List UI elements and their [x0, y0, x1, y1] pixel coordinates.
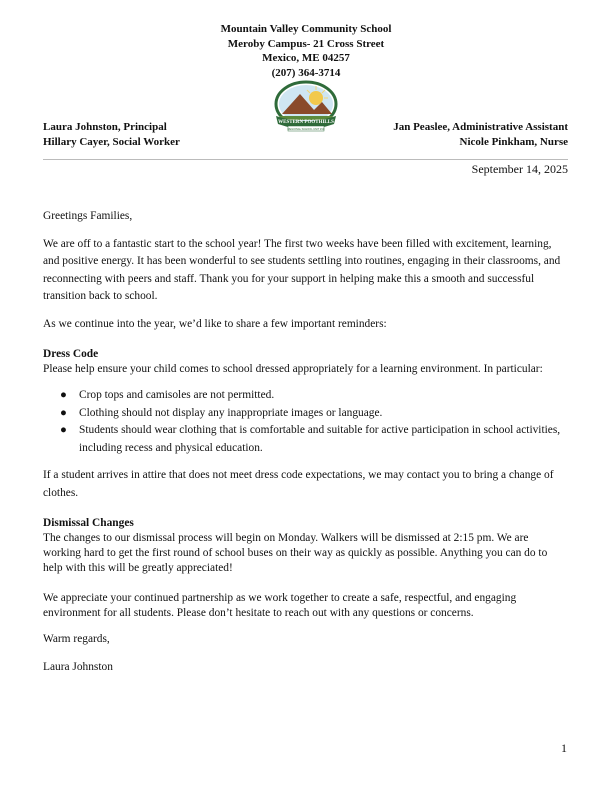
dress-code-followup: If a student arrives in attire that does not meet dress code expectations, we may contact you to bring a change of clothes.	[43, 469, 554, 499]
list-item: ● Crop tops and camisoles are not permitted.	[79, 387, 569, 405]
staff-nurse: Nicole Pinkham, Nurse	[459, 136, 568, 148]
signature: Laura Johnston	[43, 660, 113, 673]
bullet-icon: ●	[60, 406, 67, 419]
city-state-zip: Mexico, ME 04257	[262, 52, 350, 64]
letter-date: September 14, 2025	[471, 162, 568, 176]
phone-number: (207) 364-3714	[271, 66, 341, 79]
staff-list-left	[43, 120, 180, 150]
bullet-icon: ●	[60, 389, 67, 401]
reminders-intro: As we continue into the year, we’d like to share a few important reminders:	[43, 317, 387, 330]
staff-admin-assistant: Jan Peaslee, Administrative Assistant	[393, 121, 568, 133]
staff-list-right	[393, 120, 568, 150]
bullet-icon: ●	[60, 424, 67, 436]
staff-social-worker: Hillary Cayer, Social Worker	[43, 136, 180, 148]
logo-label: WESTERN FOOTHILLS	[278, 120, 334, 125]
signoff: Warm regards,	[43, 633, 110, 645]
dismissal-heading: Dismissal Changes	[43, 517, 134, 529]
school-name: Mountain Valley Community School	[220, 23, 392, 35]
list-item: ● Students should wear clothing that is comfortable and suitable for active participation in school activities, including recess and physical education.	[60, 424, 561, 454]
greeting: Greetings Families,	[43, 210, 133, 222]
intro-paragraph: We are off to a fantastic start to the school year! The first two weeks have been filled with excitement, learning, and positive energy. It has been wonderful to see students settling into routines, engaging in their classrooms, and reconnecting with peers and staff. Thank you for your support in helping make this a smooth and successful transition back to school.	[43, 237, 561, 302]
dress-code-list	[43, 387, 569, 457]
dress-code-heading: Dress Code	[43, 348, 99, 360]
letter-body	[43, 208, 569, 686]
dismissal-text: The changes to our dismissal process will begin on Monday. Walkers will be dismissed at 2:15 pm. We are working hard to get the first round of school buses on their way as quickly as possible. Anything you can do to help with this will be greatly appreciated!	[43, 532, 548, 574]
campus-address: Meroby Campus- 21 Cross Street	[227, 37, 385, 50]
list-item: ● Clothing should not display any inappropriate images or language.	[79, 405, 569, 423]
western-foothills-logo-icon	[270, 80, 342, 132]
logo-sublabel: REGIONAL SCHOOL UNIT #10	[287, 128, 325, 131]
dress-code-text: Please help ensure your child comes to school dressed appropriately for a learning environment. In particular:	[43, 363, 543, 375]
header-divider	[43, 159, 568, 160]
letterhead	[0, 22, 612, 80]
page-number: 1	[561, 741, 567, 755]
closing-paragraph: We appreciate your continued partnership as we work together to create a safe, respectful, and engaging environment for all students. Please don’t hesitate to reach out with any questions or concerns.	[43, 592, 517, 619]
staff-principal: Laura Johnston, Principal	[43, 121, 167, 133]
